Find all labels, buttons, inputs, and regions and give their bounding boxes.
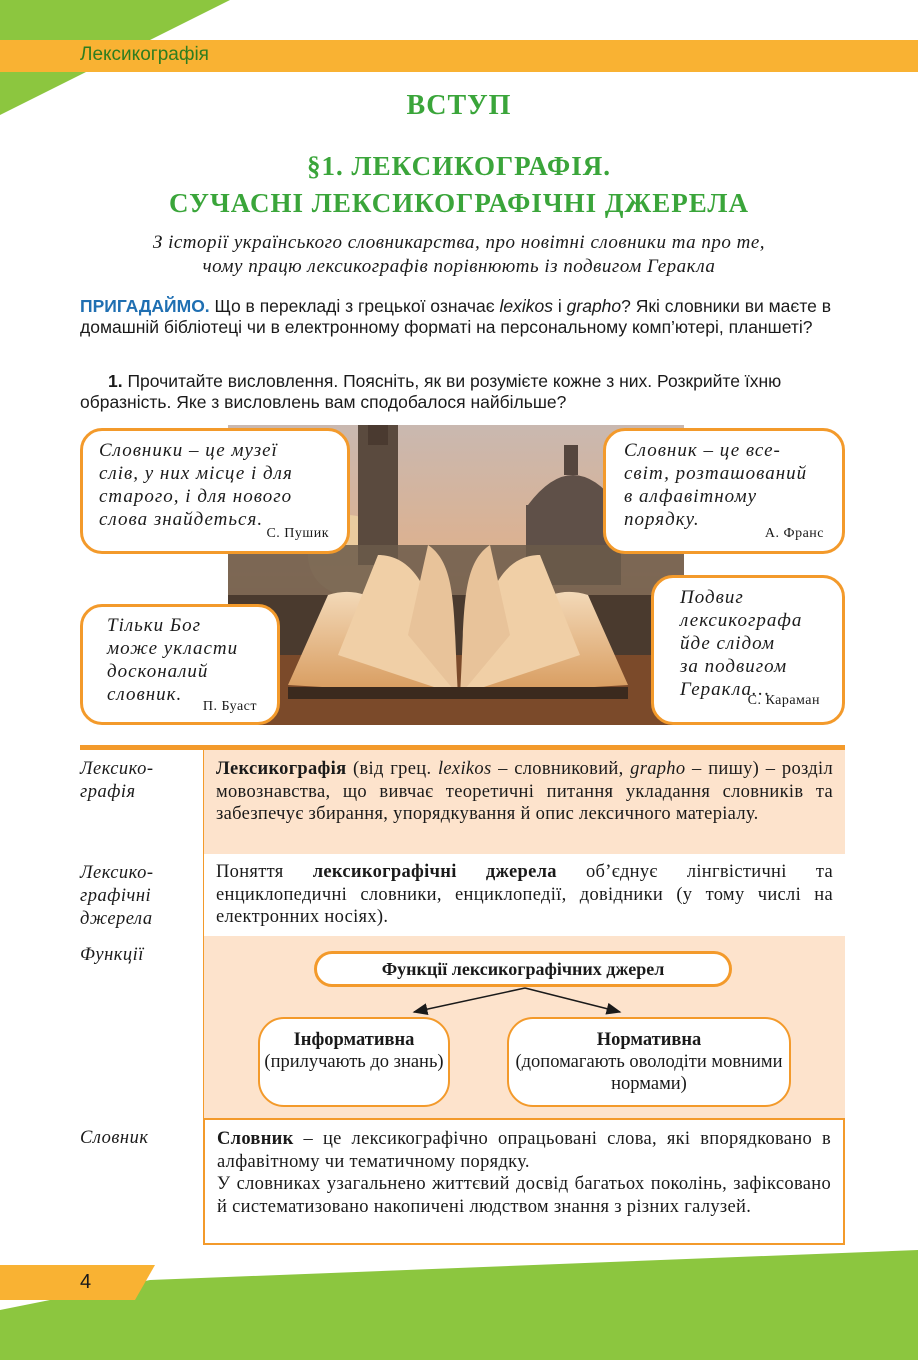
quote-line: Словники – це музеї: [99, 440, 278, 461]
quote-line: слів, у них місце і для: [99, 463, 293, 484]
term-dictionary: [80, 1127, 198, 1150]
functions-arrows: [400, 986, 630, 1016]
task-text: Прочитайте висловлення. Поясніть, як ви розумієте кожне з них. Розкрийте їхню образність. Яке з висловлень вам сподобалося найбільше?: [80, 371, 782, 412]
quote-boist: [80, 604, 280, 725]
footer-decoration: [0, 1250, 918, 1360]
function-normative-box: [507, 1017, 791, 1107]
definition-word: lexikos: [437, 759, 492, 779]
function-title: Нормативна: [596, 1030, 702, 1050]
definition-term-bold: лексикографічні джерела: [312, 862, 557, 882]
definition-text: (від грец.: [346, 759, 438, 779]
quote-line: Словник – це все-: [624, 440, 781, 461]
paragraph-heading-line1: §1. ЛЕКСИКОГРАФІЯ.: [307, 151, 611, 181]
definition-lexicographic-sources: [204, 854, 845, 936]
function-title: Інформативна: [293, 1030, 415, 1050]
function-informative-box: [258, 1017, 450, 1107]
section-title: Лексикографія: [80, 44, 209, 65]
function-description: (прилучають до знань): [264, 1052, 444, 1072]
quote-line: порядку.: [624, 509, 700, 530]
recall-text: Що в перекладі з грецької означає: [209, 296, 500, 316]
term-line: графія: [80, 782, 136, 802]
term-lexicography: [80, 758, 198, 804]
definition-text: У словниках узагальнено життєвий досвід багатьох поколінь, зафіксовано й систематизовано накопичені людством знання з різних галузей.: [217, 1174, 831, 1217]
quote-line: старого, і для нового: [99, 486, 293, 507]
definition-dictionary: [203, 1118, 845, 1245]
term-line: графічні: [80, 886, 152, 906]
subtitle-line1: З історії українського словникарства, про новітні словники та про те,: [152, 232, 766, 253]
page-number: 4: [80, 1271, 92, 1293]
intro-heading: ВСТУП: [406, 90, 512, 121]
term-functions: [80, 944, 198, 967]
quote-author: С. Караман: [747, 693, 820, 708]
definition-term-bold: Словник: [217, 1129, 294, 1149]
task-number: 1.: [108, 371, 123, 391]
recall-word-grapho: grapho: [566, 296, 622, 316]
definition-text: – словниковий,: [491, 759, 631, 779]
recall-block: [80, 296, 850, 338]
quote-line: йде слідом: [680, 633, 776, 654]
quote-line: за подвигом: [680, 656, 788, 677]
paragraph-heading-line2: СУЧАСНІ ЛЕКСИКОГРАФІЧНІ ДЖЕРЕЛА: [169, 188, 749, 218]
term-lexicographic-sources: [80, 862, 198, 931]
definition-text: – це лексикографічно опрацьовані слова, які впорядковано в алфавітному чи тематичному порядку.: [217, 1129, 831, 1172]
paragraph-subtitle: [0, 231, 918, 279]
recall-text: ? Які словники ви маєте в домашній бібліотеці чи в електронному форматі на персональному комп’ютері, планшеті?: [80, 296, 832, 337]
quote-line: Тільки Бог: [107, 615, 202, 636]
quote-line: Подвиг: [680, 587, 744, 608]
quote-pushik: [80, 428, 350, 554]
definition-text: Поняття: [216, 862, 313, 882]
quote-karaman: [651, 575, 845, 725]
definition-word: grapho: [630, 759, 686, 779]
quote-author: П. Буаст: [202, 699, 257, 714]
quote-line: може укласти: [107, 638, 239, 659]
definition-lexicography: [204, 750, 845, 854]
term-line: джерела: [80, 909, 153, 929]
recall-keyword: ПРИГАДАЙМО.: [80, 296, 210, 316]
quote-author: А. Франс: [764, 526, 824, 541]
term-line: Функції: [80, 945, 144, 965]
term-line: Словник: [80, 1128, 149, 1148]
quote-author: С. Пушик: [266, 526, 329, 541]
definition-text: – пишу) – розділ мовознавства, що вивчає теоретичні питання укладання словників та забезпечує збирання, упорядкування й опис лексичного матеріалу.: [216, 759, 833, 824]
quote-line: лексикографа: [680, 610, 803, 631]
quote-line: Геракла…: [680, 679, 770, 700]
definition-term-bold: Лексикографія: [216, 759, 347, 779]
quote-line: слова знайдеться.: [99, 509, 264, 530]
definition-text: об’єднує лінгвістичні та енциклопедичні словники, енциклопедії, довідники (у тому числі на електронних носіях).: [216, 862, 833, 927]
quote-line: досконалий: [107, 661, 209, 682]
paragraph-heading: [0, 148, 918, 222]
term-line: Лексико-: [80, 863, 154, 883]
function-description: (допомагають оволодіти мовними нормами): [515, 1052, 783, 1094]
task-1: [80, 371, 850, 413]
subtitle-line2: чому працю лексикографів порівнюють із подвигом Геракла: [202, 256, 716, 277]
quote-line: світ, розташований: [624, 463, 808, 484]
functions-main-box: Функції лексикографічних джерел: [314, 951, 732, 987]
term-line: Лексико-: [80, 759, 154, 779]
recall-word-lexikos: lexikos: [499, 296, 554, 316]
quote-line: в алфавітному: [624, 486, 758, 507]
quote-line: словник.: [107, 684, 183, 705]
recall-text: і: [553, 296, 567, 316]
quote-france: [603, 428, 845, 554]
